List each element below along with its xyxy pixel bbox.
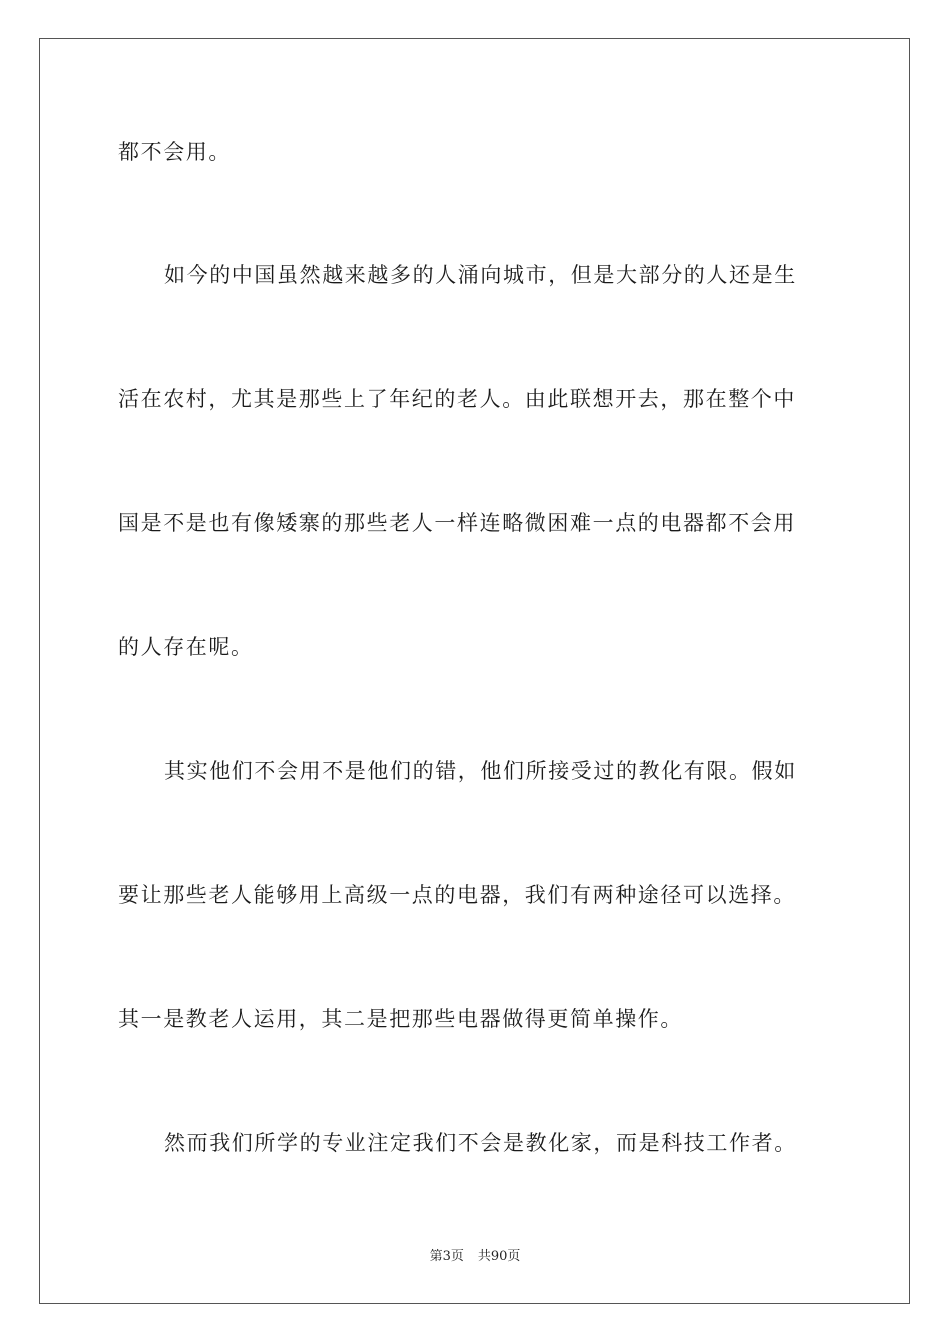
paragraph-line: 如今的中国虽然越来越多的人涌向城市，但是大部分的人还是生 — [164, 263, 797, 287]
page-border — [39, 38, 910, 1304]
paragraph-line: 然而我们所学的专业注定我们不会是教化家，而是科技工作者。 — [164, 1131, 797, 1155]
page-footer — [0, 1248, 950, 1266]
page-total: 共90页 — [477, 1249, 521, 1264]
paragraph-line: 其实他们不会用不是他们的错，他们所接受过的教化有限。假如 — [164, 759, 797, 783]
page-number: 第3页 — [429, 1249, 464, 1264]
paragraph-line: 国是不是也有像矮寨的那些老人一样连略微困难一点的电器都不会用 — [118, 511, 796, 535]
paragraph-line: 其一是教老人运用，其二是把那些电器做得更简单操作。 — [118, 1007, 683, 1031]
paragraph-line: 要让那些老人能够用上高级一点的电器，我们有两种途径可以选择。 — [118, 883, 796, 907]
paragraph-line: 活在农村，尤其是那些上了年纪的老人。由此联想开去，那在整个中 — [118, 387, 796, 411]
paragraph-line: 的人存在呢。 — [118, 635, 254, 659]
paragraph-line: 都不会用。 — [118, 140, 231, 164]
